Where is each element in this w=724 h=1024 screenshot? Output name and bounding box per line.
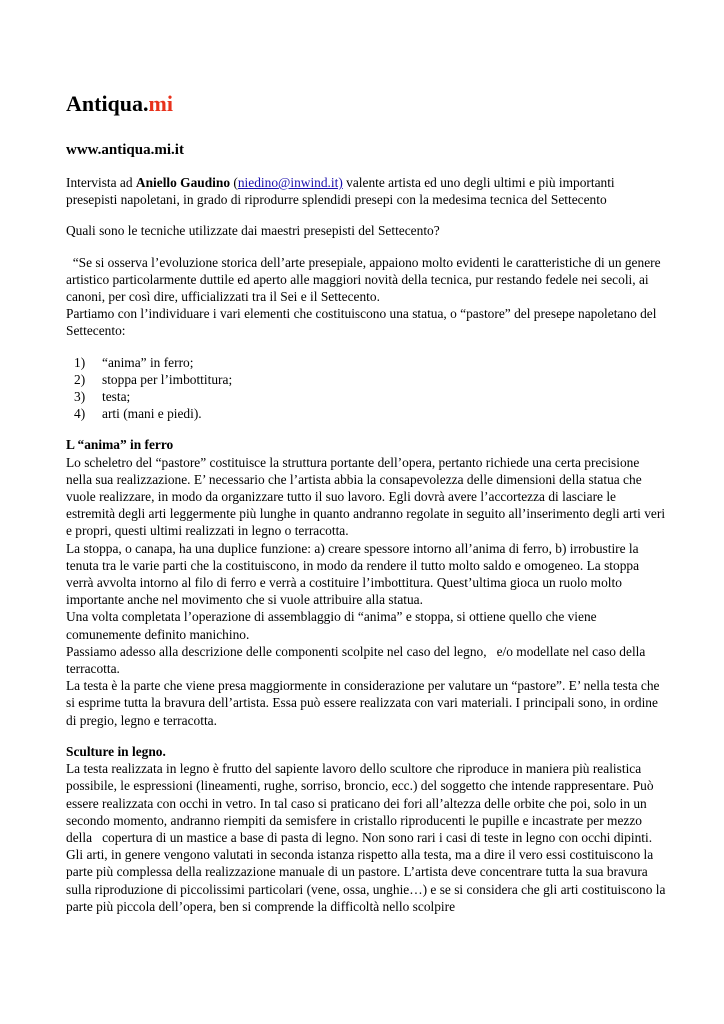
list-number: 3): [74, 389, 86, 405]
section-heading-legno: [66, 743, 666, 760]
answer-paragraph-2: Partiamo con l’individuare i vari elementi che costituiscono una statua, o “pastore” del presepe napoletano del Settecento:: [66, 306, 657, 339]
list-item: [66, 405, 666, 422]
list-text: stoppa per l’imbottitura;: [102, 371, 233, 387]
list-text: testa;: [102, 389, 131, 405]
interview-question: Quali sono le tecniche utilizzate dai maestri presepisti del Settecento?: [66, 223, 440, 239]
intro-paragraph: [66, 174, 666, 208]
title-accent: mi: [148, 91, 173, 116]
website-url: www.antiqua.mi.it: [66, 142, 184, 158]
list-item: [66, 371, 666, 388]
answer-paragraph-1: “Se si osserva l’evoluzione storica dell’arte presepiale, appaiono molto evidenti le caratteristiche di un genere artistico particolarmente duttile ed aperto alle maggiori novità della tecnica, pur restando fedele nei secoli, ai canoni, per così dire, ufficializzati tra il Sei e il Settecento.: [66, 254, 664, 305]
section1-paragraph: La stoppa, o canapa, ha una duplice funzione: a) creare spessore intorno all’anima di ferro, b) irrobustire la tenuta tra le varie parti che la costituiscono, in modo da rendere il tutto molto saldo e omogeneo. La stoppa verrà avvolta intorno al filo di ferro e verrà a costituire l’imbottitura. Quest’ultima gioca un ruolo molto importante anche nel movimento che si vuole attribuire alla statua.: [66, 540, 640, 608]
section2-title-tail: .: [162, 743, 166, 759]
email-link[interactable]: niedino@inwind.it): [237, 175, 343, 190]
intro-paren: (: [230, 175, 238, 190]
artist-name: Aniello Gaudino: [135, 175, 231, 190]
title-main: Antiqua.: [66, 91, 149, 116]
list-text: “anima” in ferro;: [102, 354, 194, 370]
section1-paragraph: Passiamo adesso alla descrizione delle componenti scolpite nel caso del legno, e/o modellate nel caso della terracotta.: [66, 643, 649, 677]
page-title: [66, 90, 666, 118]
section1-paragraph: Una volta completata l’operazione di assemblaggio di “anima” e stoppa, si ottiene quello che viene comunemente definito manichino.: [66, 609, 597, 642]
elements-list: [66, 354, 666, 423]
document-page: [66, 90, 666, 915]
intro-rest: valente artista ed uno degli ultimi e più importanti presepisti napoletani, in grado di riprodurre splendidi presepi con la medesima tecnica del Settecento: [66, 175, 615, 208]
section1-paragraph: La testa è la parte che viene presa maggiormente in considerazione per valutare un “pastore”. E’ nella testa che si esprime tutta la bravura dell’artista. Essa può essere realizzata con vari materiali. I principali sono, in ordine di pregio, legno e terracotta.: [66, 678, 660, 728]
intro-lead: Intervista ad: [66, 175, 136, 190]
list-text: arti (mani e piedi).: [102, 406, 202, 422]
section2-title-text: Sculture in legno: [66, 743, 163, 759]
section2-paragraph: Gli arti, in genere vengono valutati in seconda istanza rispetto alla testa, ma a dire il vero essi costituiscono la parte più complessa della realizzazione manuale di un pastore. L’artista deve concentrare tutta la sua bravura sulla riproduzione di piccolissimi particolari (vene, ossa, unghie…) e se si considera che gli arti costituiscono la parte più piccola dell’opera, ben si comprende la difficoltà nello scolpire: [66, 847, 666, 914]
list-number: 1): [74, 354, 86, 370]
list-number: 2): [74, 371, 86, 387]
section1-paragraph: Lo scheletro del “pastore” costituisce la struttura portante dell’opera, pertanto richiede una certa precisione nella sua realizzazione. E’ necessario che l’artista abbia la consapevolezza delle dimensioni della statua che vuole realizzare, in modo da organizzare tutto il suo lavoro. Egli dovrà avere l’accortezza di lasciare le estremità degli arti leggermente più lunghe in quanto andranno regolate in seguito all’inserimento degli arti veri e propri, questi ultimi realizzati in legno o terracotta.: [66, 454, 666, 539]
list-number: 4): [74, 406, 86, 422]
list-item: [66, 388, 666, 405]
section-heading-anima: L “anima” in ferro: [66, 437, 174, 453]
list-item: [66, 354, 666, 371]
section2-paragraph: La testa realizzata in legno è frutto del sapiente lavoro dello scultore che riproduce in maniera più realistica possibile, le espressioni (lineamenti, rughe, sorriso, broncio, ecc.) del soggetto che intende rappresentare. Può essere realizzata con occhi in vetro. In tal caso si praticano dei fori all’altezza delle orbite che poi, solo in un secondo momento, andranno riempiti da semisfere in cristallo riproducenti le pupille e incastrate per mezzo della copertura di un mastice a base di pasta di legno. Non sono rari i casi di teste in legno con occhi dipinti.: [66, 761, 657, 845]
